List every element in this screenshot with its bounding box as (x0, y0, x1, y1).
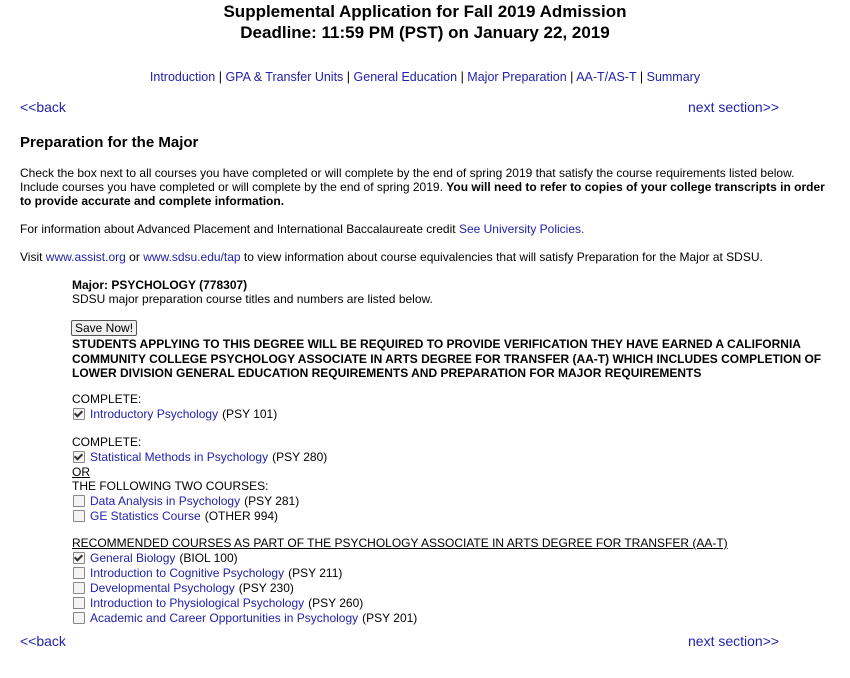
course-code: (PSY 230) (238, 580, 294, 595)
visit-prefix: Visit (20, 250, 43, 264)
visit-suffix: to view information about course equivalencies that will satisfy Preparation for the Major at SDSU. (243, 250, 763, 264)
checkbox-psy281[interactable] (73, 495, 85, 507)
course-link-biol100[interactable]: General Biology (90, 550, 176, 565)
page-title-line1: Supplemental Application for Fall 2019 Admission (223, 2, 627, 21)
next-section-link-bottom[interactable]: next section>> (688, 633, 780, 649)
university-policies-link[interactable]: See University Policies. (458, 222, 585, 236)
checkbox-psy280[interactable] (73, 451, 85, 463)
nav-separator: | (346, 70, 351, 84)
major-title: Major: PSYCHOLOGY (778307) (72, 278, 248, 292)
requirement-group-2 (72, 435, 327, 524)
page-title-line2: Deadline: 11:59 PM (PST) on January 22, 2019 (240, 23, 610, 42)
or-label: OR (72, 464, 90, 479)
nav-gpa-transfer-units[interactable]: GPA & Transfer Units (225, 70, 344, 84)
nav-separator: | (639, 70, 644, 84)
course-row-psy230 (72, 581, 728, 596)
visit-info (20, 250, 830, 264)
course-link-psy211[interactable]: Introduction to Cognitive Psychology (90, 565, 285, 580)
course-code: (PSY 280) (272, 449, 328, 464)
back-link-bottom[interactable]: <<back (20, 633, 66, 649)
ap-ib-text: For information about Advanced Placement and International Baccalaureate credit (20, 222, 456, 236)
group-heading: RECOMMENDED COURSES AS PART OF THE PSYCHOLOGY ASSOCIATE IN ARTS DEGREE FOR TRANSFER (AA-T) (72, 536, 728, 550)
checkbox-psy211[interactable] (73, 567, 85, 579)
course-row-psy281 (72, 494, 327, 509)
course-code: (PSY 101) (222, 406, 278, 421)
course-link-other994[interactable]: GE Statistics Course (90, 508, 201, 523)
next-section-link-top[interactable]: next section>> (688, 99, 780, 115)
nav-introduction[interactable]: Introduction (149, 70, 216, 84)
nav-major-preparation[interactable]: Major Preparation (467, 70, 567, 84)
group-heading: COMPLETE: (72, 392, 142, 406)
checkbox-psy260[interactable] (73, 597, 85, 609)
requirement-group-3 (72, 536, 728, 626)
course-link-psy201[interactable]: Academic and Career Opportunities in Psychology (90, 610, 359, 625)
instructions (20, 166, 830, 208)
course-code: (PSY 201) (362, 610, 418, 625)
visit-middle: or (129, 250, 140, 264)
nav-summary[interactable]: Summary (646, 70, 701, 84)
course-code: (PSY 211) (288, 565, 343, 580)
requirement-group-1 (72, 392, 277, 422)
section-heading: Preparation for the Major (20, 134, 199, 151)
major-subtitle: SDSU major preparation course titles and numbers are listed below. (72, 292, 433, 306)
checkbox-biol100[interactable] (73, 552, 85, 564)
page-title (0, 1, 850, 43)
course-row-psy201 (72, 611, 728, 626)
course-row-psy211 (72, 566, 728, 581)
save-now-button[interactable]: Save Now! (71, 320, 137, 336)
checkbox-other994[interactable] (73, 510, 85, 522)
major-info (72, 278, 832, 306)
nav-separator: | (218, 70, 222, 84)
instructions-line1: Check the box next to all courses you have completed or will complete by the end of spring 2019 that satisfy the course requirements listed below. (20, 166, 795, 180)
course-link-psy260[interactable]: Introduction to Physiological Psychology (90, 595, 305, 610)
section-nav (0, 70, 850, 84)
course-code: (PSY 281) (244, 493, 300, 508)
nav-aat-ast[interactable]: AA-T/AS-T (576, 70, 637, 84)
course-code: (PSY 260) (308, 595, 364, 610)
alt-heading: THE FOLLOWING TWO COURSES: (72, 479, 269, 493)
checkbox-psy101[interactable] (73, 408, 85, 420)
course-row-psy260 (72, 596, 728, 611)
nav-separator: | (460, 70, 464, 84)
nav-separator: | (570, 70, 574, 84)
checkbox-psy230[interactable] (73, 582, 85, 594)
course-link-psy101[interactable]: Introductory Psychology (90, 406, 219, 421)
course-link-psy281[interactable]: Data Analysis in Psychology (90, 493, 241, 508)
course-link-psy280[interactable]: Statistical Methods in Psychology (90, 449, 269, 464)
course-code: (BIOL 100) (179, 550, 238, 565)
ap-ib-info (20, 222, 830, 236)
assist-org-link[interactable]: www.assist.org (45, 250, 126, 264)
course-row-other994 (72, 509, 327, 524)
nav-general-education[interactable]: General Education (353, 70, 458, 84)
aat-verification-notice: STUDENTS APPLYING TO THIS DEGREE WILL BE REQUIRED TO PROVIDE VERIFICATION THEY HAVE EARNED A CALIFORNIA COMMUNITY COLLEGE PSYCHOLOGY ASSOCIATE IN ARTS DEGREE FOR TRANSFER (AA-T) WHICH INCLUDES COMPLETION OF LOWER DIVISION GENERAL EDUCATION REQUIREMENTS AND PREPARATION FOR MAJOR REQUIREMENTS (72, 337, 822, 380)
course-row-biol100 (72, 551, 728, 566)
course-link-psy230[interactable]: Developmental Psychology (90, 580, 235, 595)
instructions-line2: Include courses you have completed or will complete by the end of spring 2019. (20, 180, 443, 194)
back-link-top[interactable]: <<back (20, 99, 66, 115)
course-row-psy280 (72, 450, 327, 465)
sdsu-tap-link[interactable]: www.sdsu.edu/tap (143, 250, 241, 264)
checkbox-psy201[interactable] (73, 612, 85, 624)
course-row-psy101 (72, 407, 277, 422)
course-code: (OTHER 994) (204, 508, 279, 523)
instructions-transcript-note: You will need to refer to copies of your college transcripts in order to provide accurate and complete information. (20, 180, 825, 208)
group-heading: COMPLETE: (72, 435, 142, 449)
